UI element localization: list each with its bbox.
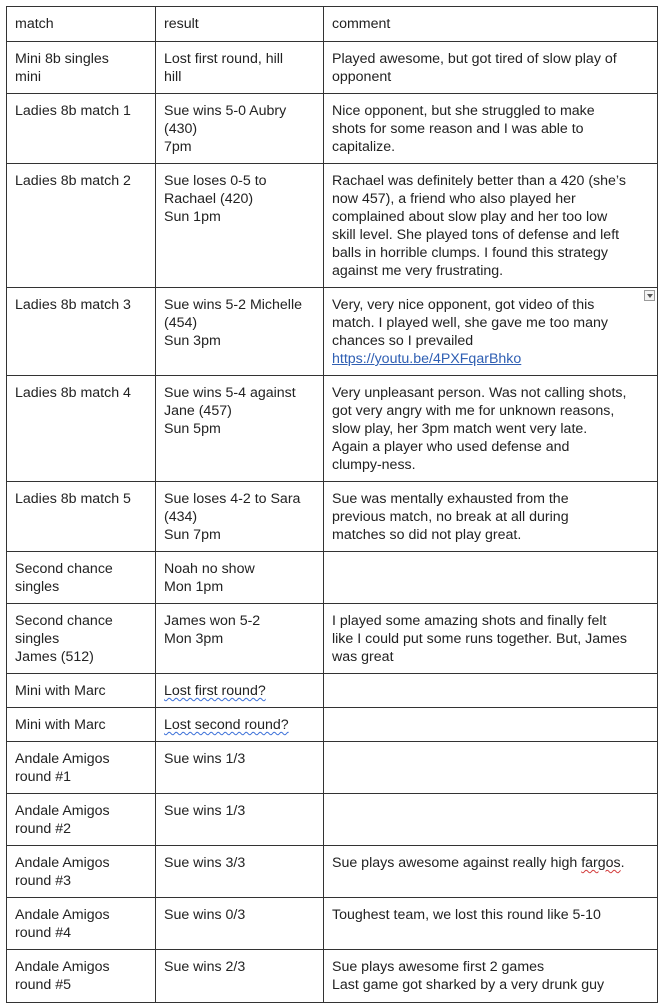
- comment-cell[interactable]: [324, 708, 658, 742]
- match-cell[interactable]: [7, 742, 156, 794]
- match-cell[interactable]: [7, 288, 156, 376]
- result-cell[interactable]: [156, 94, 324, 164]
- match-cell[interactable]: [7, 674, 156, 708]
- match-cell[interactable]: [7, 164, 156, 288]
- result-text: Sun 7pm: [164, 527, 221, 543]
- comment-text: Sue plays awesome first 2 games: [332, 959, 545, 975]
- match-cell[interactable]: [7, 950, 156, 1003]
- header-row: [7, 7, 658, 42]
- comment-text: slow play, her 3pm match went very late.: [332, 421, 588, 437]
- match-text: Ladies 8b match 4: [15, 385, 131, 401]
- match-text: Ladies 8b match 5: [15, 491, 131, 507]
- comment-cell[interactable]: [324, 482, 658, 552]
- comment-text: now 457), a friend who also played her: [332, 191, 576, 207]
- result-text: Noah no show: [164, 561, 255, 577]
- comment-text: was great: [332, 649, 394, 665]
- comment-cell[interactable]: [324, 742, 658, 794]
- comment-cell[interactable]: [324, 552, 658, 604]
- result-text: Mon 1pm: [164, 579, 224, 595]
- result-text: [164, 716, 315, 734]
- match-text: Mini with Marc: [15, 683, 106, 699]
- table-row: [7, 898, 658, 950]
- results-table: [6, 6, 658, 1003]
- comment-text: Last game got sharked by a very drunk guy: [332, 977, 605, 993]
- match-text: Second chance: [15, 613, 113, 629]
- comment-text: match. I played well, she gave me too many: [332, 315, 609, 331]
- match-text: Andale Amigos: [15, 803, 110, 819]
- result-cell[interactable]: [156, 794, 324, 846]
- table-row: [7, 482, 658, 552]
- match-text: round #4: [15, 925, 72, 941]
- result-text: 7pm: [164, 139, 192, 155]
- comment-text: Very, very nice opponent, got video of this: [332, 297, 595, 313]
- comment-text: opponent: [332, 69, 392, 85]
- comment-cell[interactable]: [324, 288, 658, 376]
- match-text: round #3: [15, 873, 72, 889]
- video-link[interactable]: https://youtu.be/4PXFqarBhko: [332, 351, 522, 367]
- dropdown-arrow-icon[interactable]: [644, 290, 655, 301]
- match-text: Second chance: [15, 561, 113, 577]
- comment-cell[interactable]: [324, 794, 658, 846]
- match-text: Ladies 8b match 3: [15, 297, 131, 313]
- table-row: [7, 164, 658, 288]
- result-text: Sun 1pm: [164, 209, 221, 225]
- result-text: Sun 3pm: [164, 333, 221, 349]
- result-text: Sue wins 0/3: [164, 907, 246, 923]
- match-cell[interactable]: [7, 376, 156, 482]
- result-cell[interactable]: [156, 708, 324, 742]
- comment-text: balls in horrible clumps. I found this strategy: [332, 245, 608, 261]
- result-cell[interactable]: [156, 604, 324, 674]
- comment-cell[interactable]: [324, 898, 658, 950]
- comment-cell[interactable]: [324, 94, 658, 164]
- result-cell[interactable]: [156, 742, 324, 794]
- table-row: [7, 288, 658, 376]
- match-cell[interactable]: [7, 898, 156, 950]
- result-cell[interactable]: [156, 482, 324, 552]
- match-text: round #2: [15, 821, 72, 837]
- result-text: Jane (457): [164, 403, 232, 419]
- result-cell[interactable]: [156, 552, 324, 604]
- result-cell[interactable]: [156, 164, 324, 288]
- result-text: Sun 5pm: [164, 421, 221, 437]
- result-text: Sue wins 5-2 Michelle: [164, 297, 302, 313]
- spellcheck-underline: Lost first round?: [164, 683, 266, 699]
- comment-text: capitalize.: [332, 139, 396, 155]
- comment-text: Toughest team, we lost this round like 5-10: [332, 907, 601, 923]
- comment-text: like I could put some runs together. But, James: [332, 631, 627, 647]
- comment-text: Played awesome, but got tired of slow play of: [332, 51, 617, 67]
- result-text: Sue wins 1/3: [164, 803, 246, 819]
- result-text: (454): [164, 315, 198, 331]
- table-row: [7, 94, 658, 164]
- table-row: [7, 794, 658, 846]
- match-text: Andale Amigos: [15, 959, 110, 975]
- match-cell[interactable]: [7, 94, 156, 164]
- match-text: Mini 8b singles: [15, 51, 109, 67]
- comment-text: chances so I prevailed: [332, 333, 474, 349]
- table-row: [7, 376, 658, 482]
- match-text: Andale Amigos: [15, 855, 110, 871]
- result-text: Sue wins 5-4 against: [164, 385, 296, 401]
- match-text: James (512): [15, 649, 94, 665]
- result-text: Sue loses 0-5 to: [164, 173, 267, 189]
- comment-text: Again a player who used defense and: [332, 439, 570, 455]
- result-text: Rachael (420): [164, 191, 254, 207]
- match-cell[interactable]: [7, 482, 156, 552]
- match-text: Andale Amigos: [15, 907, 110, 923]
- result-cell[interactable]: [156, 42, 324, 94]
- comment-text: Very unpleasant person. Was not calling shots,: [332, 385, 627, 401]
- match-cell[interactable]: [7, 42, 156, 94]
- match-cell[interactable]: [7, 708, 156, 742]
- comment-cell[interactable]: [324, 604, 658, 674]
- match-text: Mini with Marc: [15, 717, 106, 733]
- match-text: mini: [15, 69, 42, 85]
- spellcheck-underline: Lost second round?: [164, 717, 289, 733]
- result-text: (434): [164, 509, 198, 525]
- result-cell[interactable]: [156, 950, 324, 1003]
- match-cell[interactable]: [7, 552, 156, 604]
- comment-text: complained about slow play and her too low: [332, 209, 608, 225]
- result-text: Lost first round, hill: [164, 51, 284, 67]
- match-text: Andale Amigos: [15, 751, 110, 767]
- result-cell[interactable]: [156, 898, 324, 950]
- header-comment: comment: [324, 7, 658, 42]
- result-text: Sue wins 2/3: [164, 959, 246, 975]
- comment-text: matches so did not play great.: [332, 527, 522, 543]
- table-body: [7, 42, 658, 1003]
- comment-text: against me very frustrating.: [332, 263, 504, 279]
- table-row: [7, 742, 658, 794]
- comment-text: skill level. She played tons of defense and left: [332, 227, 620, 243]
- comment-text: Sue plays awesome against really high fargos.: [332, 855, 625, 871]
- match-text: singles: [15, 579, 60, 595]
- comment-cell[interactable]: [324, 950, 658, 1003]
- comment-text: shots for some reason and I was able to: [332, 121, 584, 137]
- comment-text: got very angry with me for unknown reasons,: [332, 403, 615, 419]
- table-row: [7, 846, 658, 898]
- result-text: (430): [164, 121, 198, 137]
- comment-text: I played some amazing shots and finally felt: [332, 613, 607, 629]
- spellcheck-underline: fargos: [581, 855, 621, 871]
- result-text: Mon 3pm: [164, 631, 224, 647]
- comment-text: previous match, no break at all during: [332, 509, 569, 525]
- result-cell[interactable]: [156, 846, 324, 898]
- table-row: [7, 674, 658, 708]
- comment-cell[interactable]: [324, 42, 658, 94]
- comment-cell[interactable]: [324, 376, 658, 482]
- result-text: hill: [164, 69, 182, 85]
- comment-text: clumpy-ness.: [332, 457, 416, 473]
- result-cell[interactable]: [156, 376, 324, 482]
- comment-cell[interactable]: [324, 164, 658, 288]
- match-cell[interactable]: [7, 794, 156, 846]
- match-cell[interactable]: [7, 846, 156, 898]
- result-cell[interactable]: [156, 674, 324, 708]
- comment-text: Sue was mentally exhausted from the: [332, 491, 569, 507]
- table-row: [7, 552, 658, 604]
- result-cell[interactable]: [156, 288, 324, 376]
- header-result: result: [156, 7, 324, 42]
- match-text: Ladies 8b match 2: [15, 173, 131, 189]
- comment-text: Nice opponent, but she struggled to make: [332, 103, 595, 119]
- header-match: match: [7, 7, 156, 42]
- comment-text: Rachael was definitely better than a 420 (she’s: [332, 173, 626, 189]
- table-row: [7, 950, 658, 1003]
- comment-cell[interactable]: [324, 846, 658, 898]
- result-text: James won 5-2: [164, 613, 261, 629]
- comment-cell[interactable]: [324, 674, 658, 708]
- match-text: Ladies 8b match 1: [15, 103, 131, 119]
- result-text: [164, 682, 315, 700]
- match-cell[interactable]: [7, 604, 156, 674]
- match-text: singles: [15, 631, 60, 647]
- match-text: round #5: [15, 977, 72, 993]
- table-row: [7, 708, 658, 742]
- result-text: Sue wins 1/3: [164, 751, 246, 767]
- match-text: round #1: [15, 769, 72, 785]
- table-row: [7, 42, 658, 94]
- result-text: Sue wins 5-0 Aubry: [164, 103, 287, 119]
- result-text: Sue wins 3/3: [164, 855, 246, 871]
- table-row: [7, 604, 658, 674]
- result-text: Sue loses 4-2 to Sara: [164, 491, 301, 507]
